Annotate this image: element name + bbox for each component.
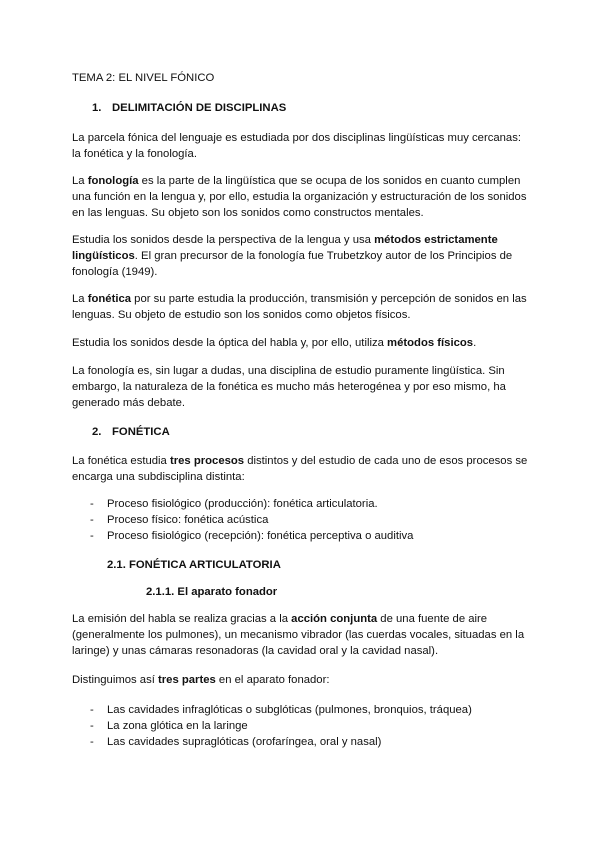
bold-term: tres partes [158, 674, 216, 686]
paragraph-fonetica [72, 291, 532, 323]
text-run: La emisión del habla se realiza gracias a la [72, 613, 292, 625]
text-run: La [72, 175, 88, 187]
text-run: en el aparato fonador: [215, 674, 330, 686]
section-2-heading [92, 424, 552, 440]
text-run: Distinguimos así [72, 674, 159, 686]
list-item: - Proceso fisiológico (producción): fonética articulatoria. [72, 496, 532, 512]
text-run: La [72, 293, 88, 305]
list-item: - Proceso fisiológico (recepción): fonética perceptiva o auditiva [72, 528, 532, 544]
bold-term: acción conjunta [291, 613, 378, 625]
paragraph-partes [72, 672, 532, 688]
text-run: . [473, 337, 477, 349]
bold-term: métodos físicos [387, 337, 474, 349]
section-1-number: 1. [92, 102, 102, 114]
paragraph-comparison: La fonología es, sin lugar a dudas, una disciplina de estudio puramente lingüística. Sin embargo, la naturaleza de la fonética es mucho más heterogénea y por eso mismo, ha generado más debate. [72, 365, 506, 410]
text-run: es la parte de la lingüística que se ocupa de los sonidos en cuanto cumplen una función en la lengua y, por ello, estudia la organización y estructuración de los sonidos en las lenguas. Su objeto son los sonidos como constructos mentales. [72, 175, 527, 220]
paragraph-fonetica-metodos [72, 335, 532, 351]
text-run: . El gran precursor de la fonología fue Trubetzkoy autor de los Principios de fonología (1949). [72, 250, 513, 279]
text-run: de una fuente de aire (generalmente los pulmones), un mecanismo vibrador (las cuerdas vocales, situadas en la laringe) y unas cámaras resonadoras (la cavidad oral y la cavidad nasal). [72, 613, 525, 658]
subsection-2-1-1-heading: 2.1.1. El aparato fonador [146, 586, 278, 598]
paragraph-fonologia-metodos [72, 232, 532, 281]
text-run: La fonética estudia [72, 455, 170, 467]
list-item: - Las cavidades infraglóticas o subglóticas (pulmones, bronquios, tráquea) [72, 702, 532, 718]
list-procesos [72, 496, 532, 545]
list-item: - La zona glótica en la laringe [72, 718, 532, 734]
paragraph-intro: La parcela fónica del lenguaje es estudiada por dos disciplinas lingüísticas muy cercanas: la fonética y la fonología. [72, 132, 522, 161]
subsection-2-1-heading: 2.1. FONÉTICA ARTICULATORIA [107, 559, 281, 571]
list-item: - Proceso físico: fonética acústica [72, 512, 532, 528]
paragraph-procesos [72, 453, 532, 485]
bold-term: fonética [87, 293, 132, 305]
text-run: por su parte estudia la producción, transmisión y percepción de sonidos en las lenguas. Su objeto de estudio son los sonidos como objetos físicos. [72, 293, 527, 322]
bold-term: métodos estrictamente lingüísticos [72, 234, 498, 263]
paragraph-emision [72, 611, 532, 660]
section-1-title: DELIMITACIÓN DE DISCIPLINAS [112, 102, 287, 114]
section-2-number: 2. [92, 426, 102, 438]
paragraph-fonologia [72, 173, 532, 222]
bold-term: fonología [87, 175, 139, 187]
text-run: Estudia los sonidos desde la óptica del habla y, por ello, utiliza [72, 337, 388, 349]
bold-term: tres procesos [169, 455, 245, 467]
list-partes [72, 702, 532, 751]
list-item: - Las cavidades supraglóticas (orofaríngea, oral y nasal) [72, 734, 532, 750]
document-title: TEMA 2: EL NIVEL FÓNICO [72, 72, 215, 84]
text-run: Estudia los sonidos desde la perspectiva de la lengua y usa [72, 234, 375, 246]
section-2-title: FONÉTICA [112, 426, 170, 438]
text-run: distintos y del estudio de cada uno de esos procesos se encarga una subdisciplina distinta: [72, 455, 528, 484]
section-1-heading [92, 100, 552, 116]
